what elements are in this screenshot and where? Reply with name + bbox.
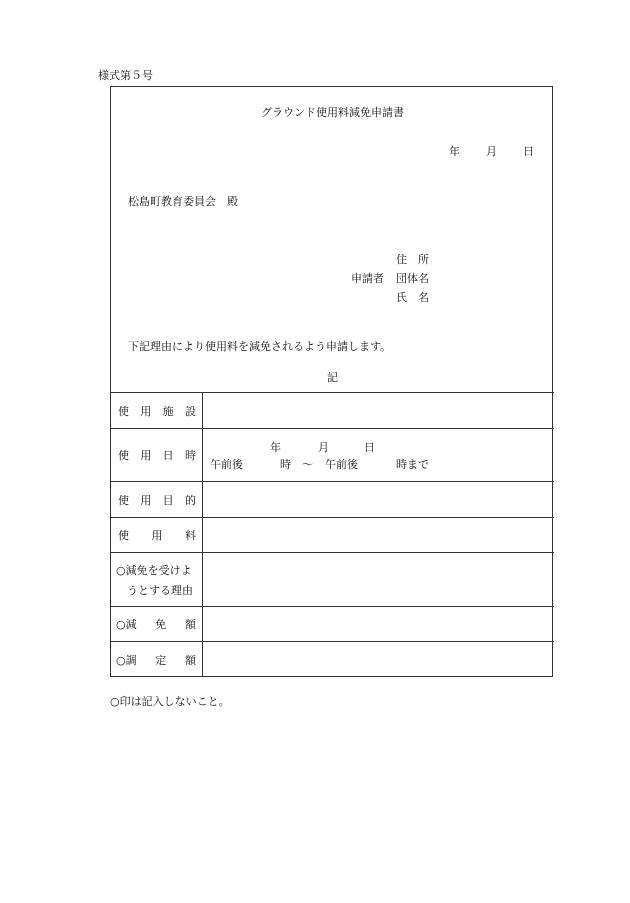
label-facility [118, 403, 196, 419]
group-label: 団体名 [396, 272, 429, 285]
address-label: 住 所 [396, 253, 429, 266]
form-title: グラウンド使用料減免申請書 [261, 106, 404, 119]
dt-month: 月 [318, 441, 329, 454]
label-reason-line1: ○減免を受けよ [116, 564, 192, 577]
ki-heading: 記 [327, 371, 338, 384]
label-char: 免 [155, 618, 167, 631]
row-purpose [111, 481, 554, 517]
datetime-field[interactable] [203, 429, 554, 481]
label-char: ○調 [116, 653, 137, 667]
intro-text: 下記理由により使用料を減免されるよう申請します。 [128, 340, 392, 353]
label-char: 的 [184, 493, 196, 507]
label-char: 使 [118, 529, 129, 542]
label-char: 使 [118, 449, 129, 462]
reduction-field[interactable] [203, 607, 554, 641]
row-datetime [111, 428, 554, 481]
submission-date [449, 143, 534, 159]
dt-hour-start: 時 ～ [280, 458, 313, 471]
reason-field[interactable] [203, 553, 554, 606]
addressee: 松島町教育委員会 殿 [128, 195, 238, 208]
applicant-row [351, 270, 429, 286]
name-label: 氏 名 [396, 291, 429, 304]
label-char: 用 [140, 493, 152, 507]
label-datetime [118, 447, 196, 463]
label-char: 使 [118, 493, 129, 507]
date-year: 年 [449, 145, 460, 158]
label-char: 料 [185, 529, 196, 542]
label-char: ○減 [116, 618, 137, 631]
label-char: 施 [162, 404, 174, 418]
label-char: 時 [184, 449, 196, 462]
dt-year: 年 [270, 441, 281, 454]
label-char: 用 [151, 529, 163, 542]
fee-field[interactable] [203, 518, 554, 552]
dt-ampm-end: 午前後 [325, 458, 358, 471]
label-reason-line2: うとする理由 [116, 584, 193, 597]
label-fee [118, 527, 196, 543]
label-purpose [118, 492, 196, 508]
dt-day: 日 [364, 441, 375, 454]
purpose-field[interactable] [203, 482, 554, 517]
row-reason [111, 552, 554, 606]
application-form [110, 86, 553, 677]
row-reduction [111, 606, 554, 641]
label-char: 用 [140, 449, 152, 462]
row-adjusted [111, 641, 554, 677]
label-reduction [116, 616, 196, 632]
label-char: 定 [155, 653, 167, 667]
label-char: 目 [162, 493, 174, 507]
row-fee [111, 517, 554, 552]
label-reason [116, 561, 193, 601]
label-adjusted [116, 652, 196, 668]
label-char: 用 [140, 404, 152, 418]
dt-hour-end: 時まで [396, 458, 429, 471]
applicant-label: 申請者 [351, 272, 384, 285]
footnote: ○印は記入しないこと。 [110, 695, 230, 708]
label-char: 設 [184, 404, 196, 418]
form-number: 様式第５号 [98, 69, 153, 82]
label-char: 使 [118, 404, 129, 418]
facility-field[interactable] [203, 393, 554, 428]
adjusted-field[interactable] [203, 642, 554, 677]
dt-ampm-start: 午前後 [210, 458, 243, 471]
date-month: 月 [486, 145, 497, 158]
label-char: 額 [184, 653, 196, 667]
label-char: 日 [162, 449, 174, 462]
date-day: 日 [523, 145, 534, 158]
label-char: 額 [184, 618, 196, 631]
row-facility [111, 392, 554, 428]
